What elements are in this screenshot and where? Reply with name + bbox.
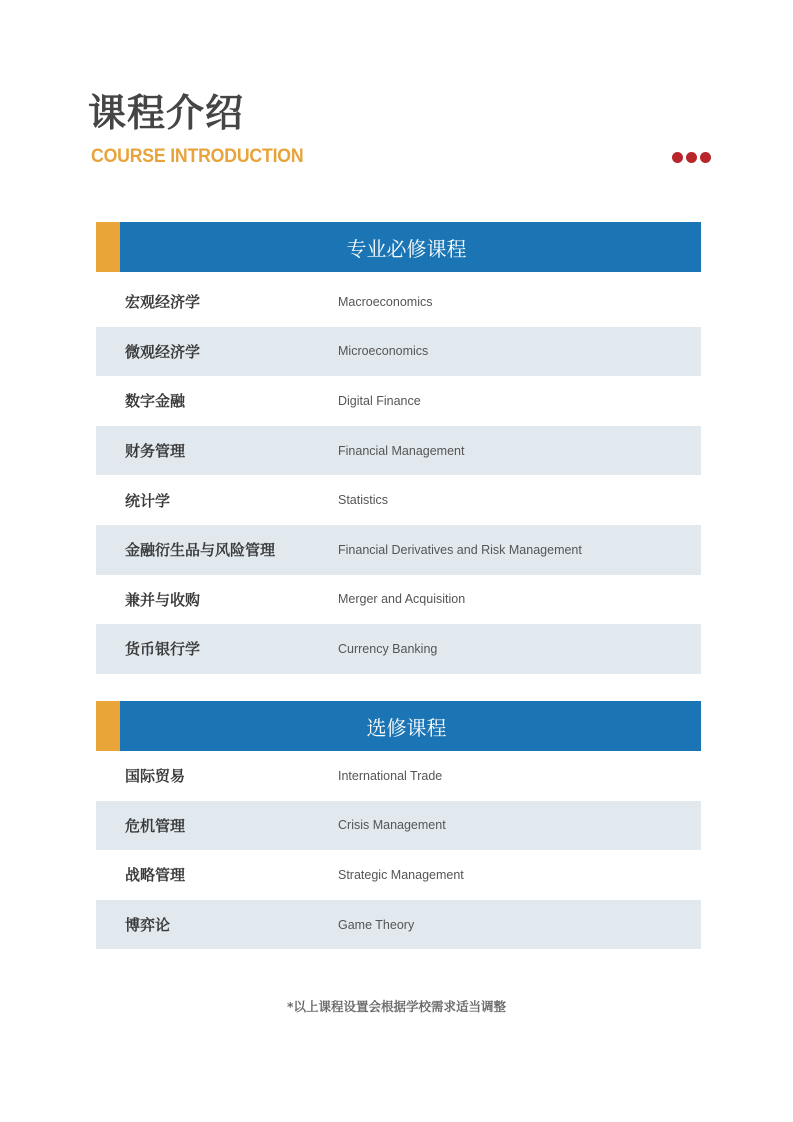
course-row <box>96 376 701 426</box>
course-name-cn: 金融衍生品与风险管理 <box>125 541 276 560</box>
course-name-cn: 战略管理 <box>125 866 186 885</box>
section-accent-bar <box>96 222 120 272</box>
course-name-cn: 危机管理 <box>125 816 186 835</box>
course-name-cn: 财务管理 <box>125 442 186 461</box>
course-name-cn: 国际贸易 <box>125 767 186 786</box>
section-header <box>96 222 701 272</box>
dot-icon <box>700 152 711 163</box>
course-row <box>96 475 701 525</box>
footer-note: *以上课程设置会根据学校需求适当调整 <box>286 999 507 1014</box>
section-title: 选修课程 <box>120 701 701 751</box>
course-name-cn: 微观经济学 <box>125 342 201 361</box>
course-name-cn: 兼并与收购 <box>125 590 201 609</box>
required-courses-section <box>96 222 701 674</box>
course-row <box>96 751 701 801</box>
course-name-en: Crisis Management <box>338 818 446 833</box>
course-name-en: Financial Management <box>338 443 465 458</box>
course-row <box>96 525 701 575</box>
course-name-cn: 数字金融 <box>125 392 186 411</box>
course-name-cn: 宏观经济学 <box>125 293 201 312</box>
section-header <box>96 701 701 751</box>
course-row <box>96 277 701 327</box>
course-name-en: Macroeconomics <box>338 294 433 309</box>
course-name-cn: 统计学 <box>125 491 171 510</box>
course-name-en: Merger and Acquisition <box>338 592 466 607</box>
course-row <box>96 575 701 625</box>
section-accent-bar <box>96 701 120 751</box>
course-name-en: Financial Derivatives and Risk Management <box>338 542 582 557</box>
section-title: 专业必修课程 <box>120 222 701 272</box>
course-row <box>96 850 701 900</box>
course-name-en: International Trade <box>338 768 443 783</box>
course-row <box>96 426 701 476</box>
dot-icon <box>672 152 683 163</box>
page-title: 课程介绍 <box>88 91 245 135</box>
dot-icon <box>686 152 697 163</box>
page-subtitle: COURSE INTRODUCTION <box>91 146 304 167</box>
course-name-en: Game Theory <box>338 917 415 932</box>
three-dots-icon <box>672 152 711 163</box>
course-row <box>96 801 701 851</box>
course-name-en: Microeconomics <box>338 344 429 359</box>
course-name-en: Strategic Management <box>338 867 464 882</box>
course-name-en: Statistics <box>338 493 389 508</box>
course-name-en: Digital Finance <box>338 393 421 408</box>
course-row <box>96 327 701 377</box>
course-name-cn: 货币银行学 <box>125 640 201 659</box>
course-name-en: Currency Banking <box>338 641 438 656</box>
course-row <box>96 900 701 950</box>
elective-courses-section <box>96 701 701 949</box>
course-row <box>96 624 701 674</box>
course-name-cn: 博弈论 <box>125 916 171 935</box>
